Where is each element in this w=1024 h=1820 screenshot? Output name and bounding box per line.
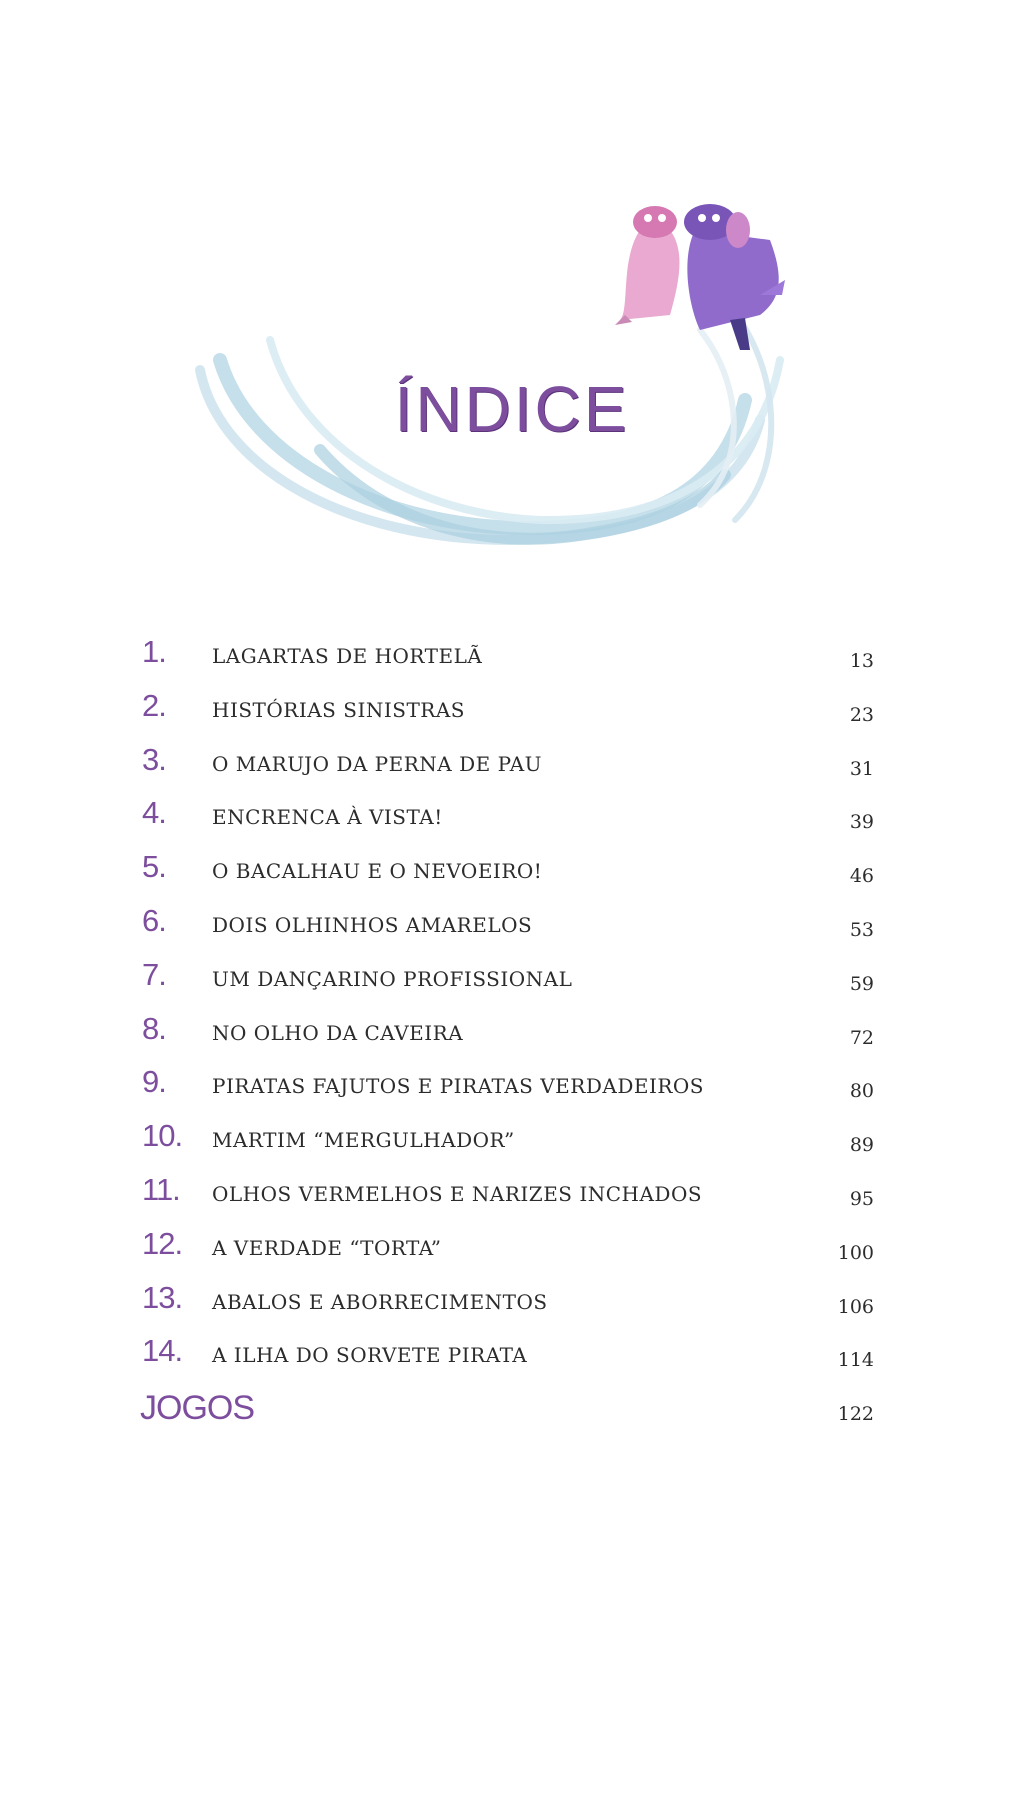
chapter-number: 1. (142, 634, 166, 669)
toc-entry-13[interactable] (140, 1279, 880, 1340)
chapter-number: 4. (142, 795, 166, 831)
toc-entry-6[interactable] (140, 902, 880, 963)
chapter-page: 59 (849, 972, 874, 995)
chapter-title: NO OLHO DA CAVEIRA (212, 1020, 464, 1045)
chapter-title: HISTÓRIAS SINISTRAS (212, 697, 465, 722)
chapter-number: 3. (142, 741, 166, 777)
toc-entry-14[interactable] (140, 1333, 880, 1393)
chapter-page: 46 (849, 865, 874, 888)
chapter-title: LAGARTAS DE HORTELÃ (212, 644, 483, 668)
page-title: ÍNDICE (394, 373, 630, 445)
chapter-title: A ILHA DO SORVETE PIRATA (212, 1343, 528, 1368)
toc-entry-8[interactable] (140, 1010, 880, 1071)
chapter-page: 95 (849, 1187, 874, 1210)
chapter-number: 8. (142, 1010, 166, 1046)
toc-entry-4[interactable] (140, 795, 880, 855)
chapter-title: O BACALHAU E O NEVOEIRO! (212, 859, 543, 884)
chapter-page: 106 (837, 1295, 874, 1318)
chapter-page: 53 (849, 918, 874, 941)
chapter-title: A VERDADE “TORTA” (212, 1235, 442, 1260)
chapter-page: 39 (849, 811, 874, 834)
chapter-title: OLHOS VERMELHOS E NARIZES INCHADOS (212, 1181, 703, 1206)
chapter-page: 23 (849, 703, 874, 726)
chapter-title: ABALOS E ABORRECIMENTOS (212, 1289, 548, 1314)
chapter-title: MARTIM “MERGULHADOR” (212, 1128, 515, 1153)
chapter-number: 9. (142, 1064, 166, 1100)
chapter-page: 13 (849, 650, 874, 672)
toc-entry-10[interactable] (140, 1118, 880, 1178)
chapter-number: 2. (142, 687, 166, 723)
chapter-number: 10. (142, 1118, 183, 1154)
toc-entry-7[interactable] (140, 956, 880, 1017)
toc-entry-1[interactable] (140, 634, 880, 694)
chapter-page: 31 (849, 757, 874, 780)
toc-entry-11[interactable] (140, 1171, 880, 1232)
chapter-title: UM DANÇARINO PROFISSIONAL (212, 966, 573, 991)
chapter-page: 89 (849, 1134, 874, 1157)
toc-entry-9[interactable] (140, 1064, 880, 1124)
chapter-number: 5. (142, 849, 166, 885)
chapter-number: 13. (142, 1279, 183, 1315)
games-page: 122 (837, 1403, 874, 1426)
chapter-number: 7. (142, 956, 166, 992)
chapter-number: 14. (142, 1333, 183, 1369)
chapter-page: 80 (849, 1080, 874, 1103)
chapter-title: ENCRENCA À VISTA! (212, 805, 443, 830)
chapter-number: 6. (142, 902, 166, 938)
toc-entry-3[interactable] (140, 741, 880, 802)
chapter-title: PIRATAS FAJUTOS E PIRATAS VERDADEIROS (212, 1074, 705, 1099)
chapter-number: 11. (142, 1171, 180, 1207)
table-of-contents (140, 634, 880, 1447)
toc-entry-5[interactable] (140, 849, 880, 909)
chapter-title: DOIS OLHINHOS AMARELOS (212, 912, 533, 937)
toc-entry-games[interactable] (140, 1389, 880, 1447)
chapter-page: 100 (837, 1241, 874, 1264)
games-label: JOGOS (140, 1389, 255, 1428)
pirate-mice-illustration (610, 200, 800, 360)
chapter-page: 72 (849, 1026, 874, 1049)
chapter-number: 12. (142, 1225, 183, 1261)
chapter-title: O MARUJO DA PERNA DE PAU (212, 751, 542, 776)
toc-entry-12[interactable] (140, 1225, 880, 1286)
toc-entry-2[interactable] (140, 687, 880, 748)
chapter-page: 114 (837, 1349, 874, 1372)
